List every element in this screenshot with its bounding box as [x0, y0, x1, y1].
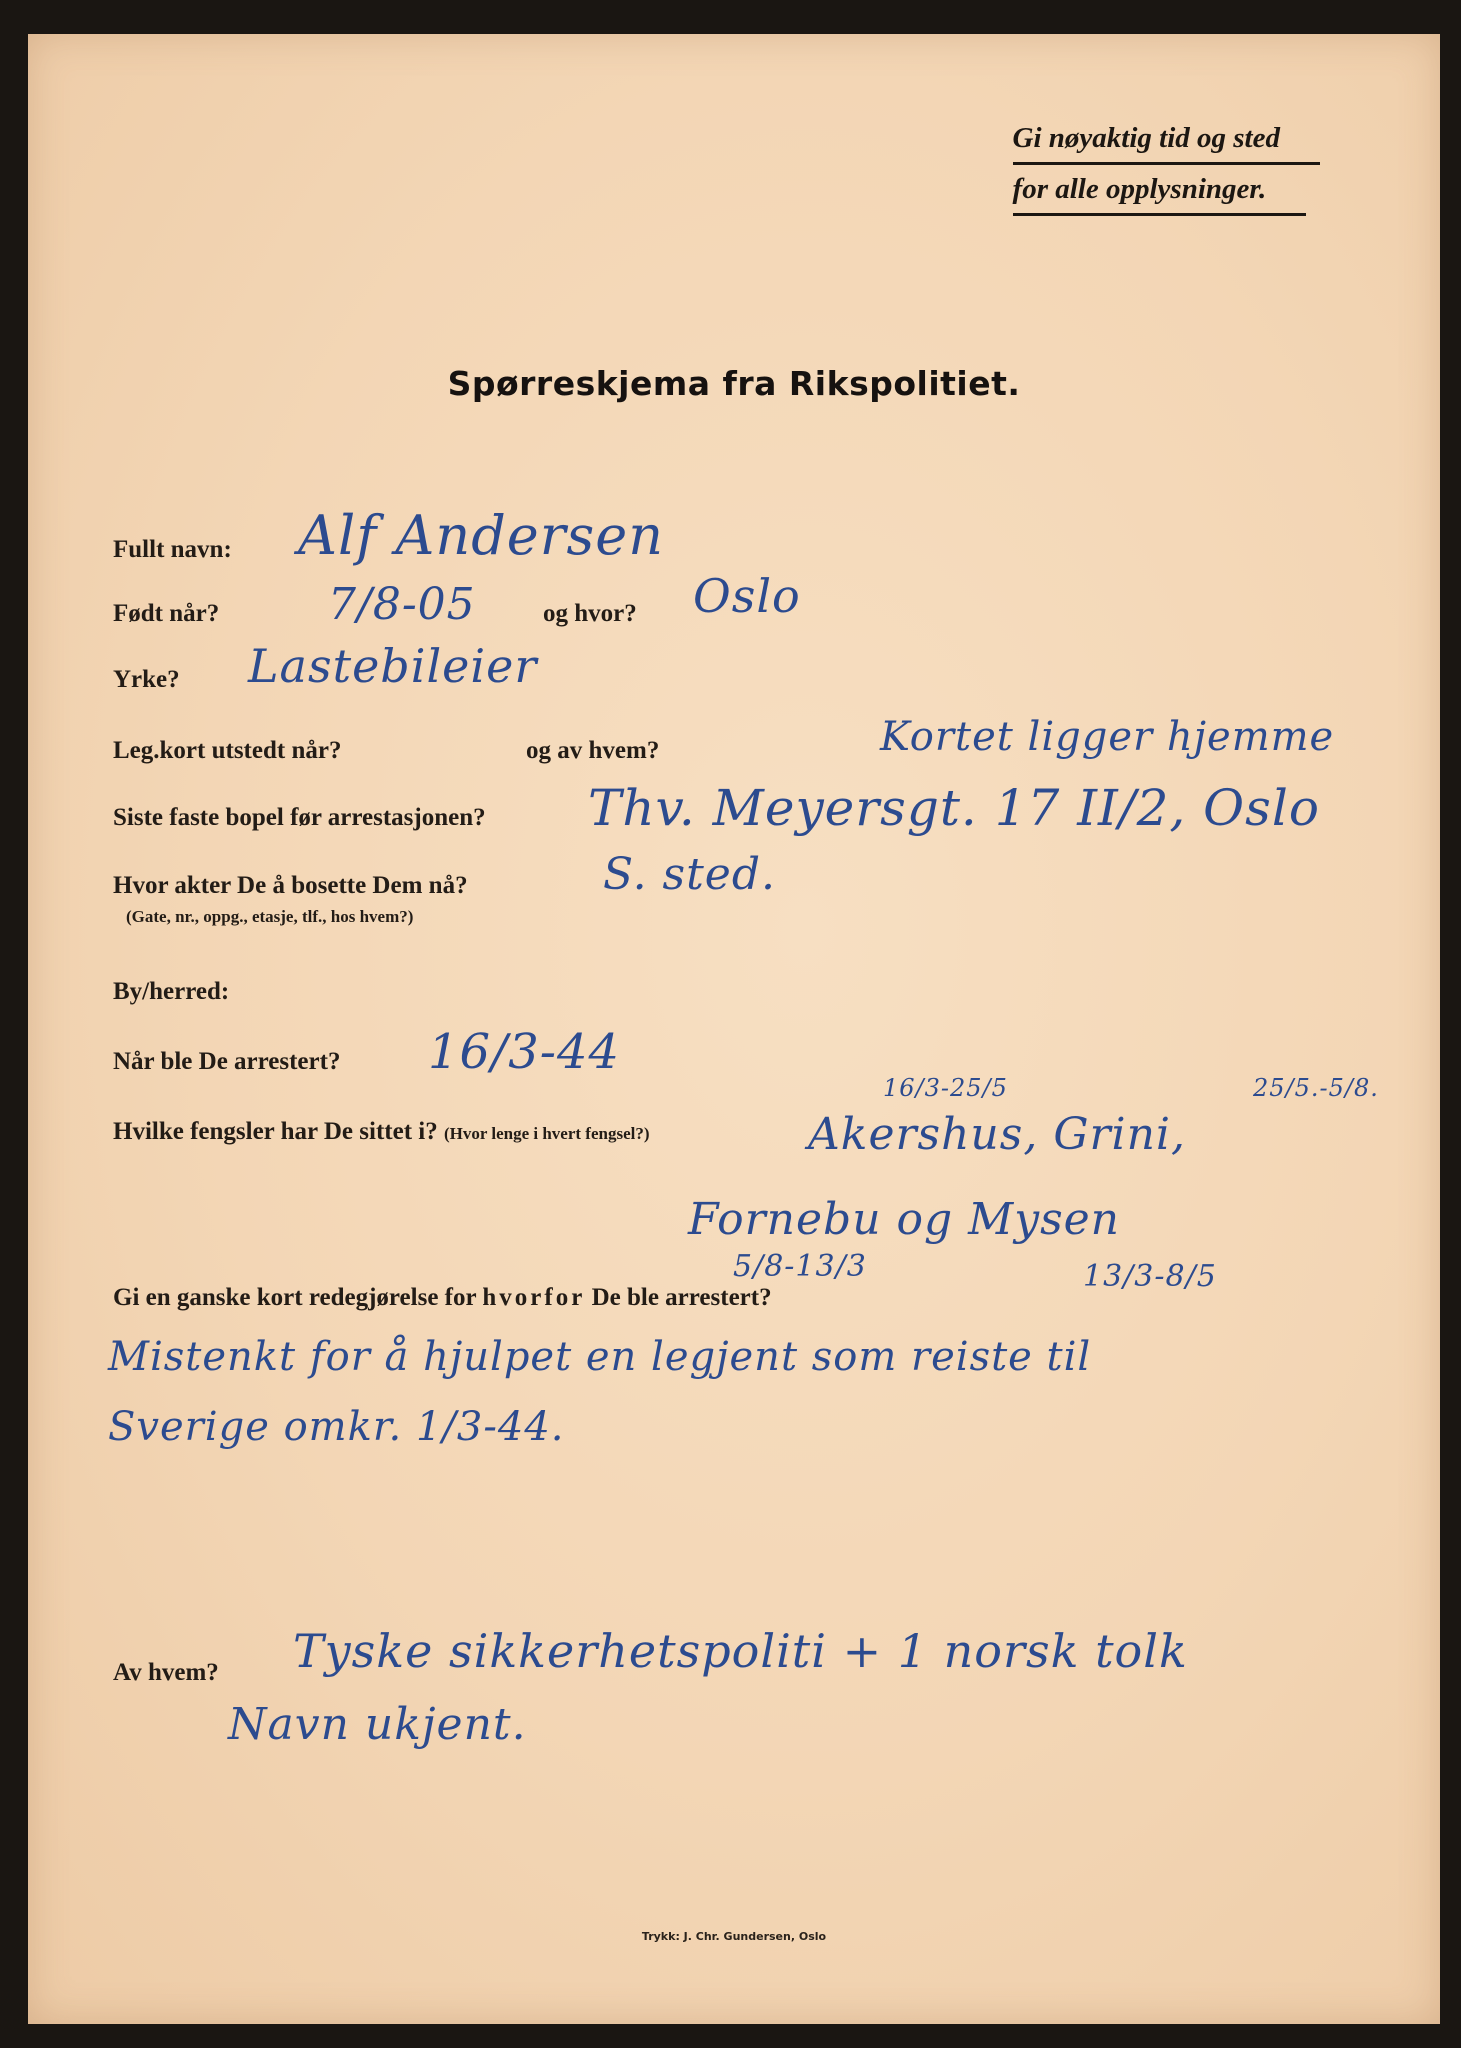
answer-prisons-line-1: Akershus, Grini,: [808, 1109, 1186, 1160]
answer-birth-place: Oslo: [693, 569, 801, 623]
label-reason-c: De ble arrestert?: [591, 1284, 772, 1311]
label-arrest-date: Når ble De arrestert?: [113, 1048, 341, 1075]
label-prisons: [113, 1118, 650, 1146]
label-full-name: Fullt navn:: [113, 536, 232, 563]
printer-credit: Trykk: J. Chr. Gundersen, Oslo: [641, 1930, 827, 1943]
label-town: By/herred:: [113, 978, 230, 1005]
answer-prison-period-1: 16/3-25/5: [883, 1074, 1008, 1102]
label-new-residence: Hvor akter De å bosette Dem nå?: [113, 872, 468, 899]
label-last-address: Siste faste bopel før arrestasjonen?: [113, 804, 486, 831]
label-prisons-hint: (Hvor lenge i hvert fengsel?): [443, 1124, 650, 1143]
answer-last-address: Thv. Meyersgt. 17 II/2, Oslo: [588, 779, 1320, 837]
answer-prison-period-3: 5/8-13/3: [733, 1249, 867, 1284]
instruction-line-1: Gi nøyaktig tid og sted: [1013, 114, 1320, 165]
answer-arrested-by-line-2: Navn ukjent.: [228, 1699, 527, 1750]
label-born-when: Født når?: [113, 600, 220, 627]
answer-id-card-issuer: Kortet ligger hjemme: [880, 714, 1335, 760]
form-sheet: [28, 34, 1440, 2024]
label-issued-by: og av hvem?: [526, 737, 660, 764]
answer-prison-period-4: 13/3-8/5: [1083, 1259, 1217, 1294]
label-new-residence-hint: (Gate, nr., oppg., etasje, tlf., hos hvem?): [126, 907, 414, 926]
answer-arrest-date: 16/3-44: [428, 1024, 621, 1080]
answer-new-residence: S. sted.: [603, 849, 776, 900]
label-prisons-main: Hvilke fengsler har De sittet i?: [113, 1118, 438, 1145]
label-occupation: Yrke?: [113, 666, 180, 693]
instruction-note: [1013, 114, 1320, 216]
answer-reason-line-1: Mistenkt for å hjulpet en legjent som reiste til: [108, 1334, 1092, 1380]
form-title: Spørreskjema fra Rikspolitiet.: [447, 364, 1021, 403]
label-reason-b: hvorfor: [482, 1284, 586, 1311]
label-reason: [113, 1284, 772, 1312]
answer-reason-line-2: Sverige omkr. 1/3-44.: [108, 1404, 565, 1450]
answer-name: Alf Andersen: [298, 504, 664, 567]
instruction-line-2: for alle opplysninger.: [1013, 165, 1307, 216]
answer-prisons-line-2: Fornebu og Mysen: [688, 1194, 1121, 1245]
answer-arrested-by-line-1: Tyske sikkerhetspoliti + 1 norsk tolk: [293, 1624, 1188, 1678]
label-born-where: og hvor?: [543, 600, 637, 627]
label-reason-a: Gi en ganske kort redegjørelse for: [113, 1284, 477, 1311]
answer-birth-date: 7/8-05: [328, 579, 476, 630]
answer-occupation: Lastebileier: [248, 639, 538, 693]
label-id-card-issued: Leg.kort utstedt når?: [113, 737, 342, 764]
answer-prison-period-2: 25/5.-5/8.: [1253, 1074, 1379, 1102]
label-arrested-by: Av hvem?: [113, 1659, 219, 1686]
